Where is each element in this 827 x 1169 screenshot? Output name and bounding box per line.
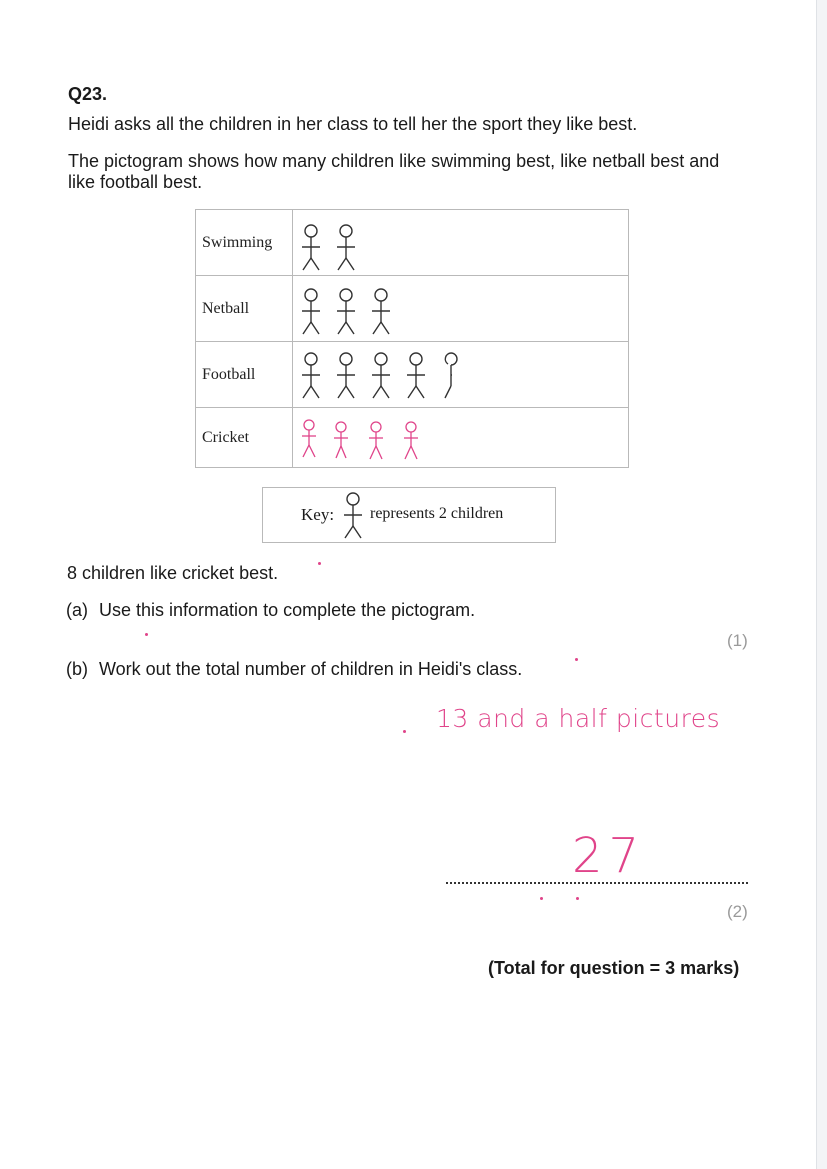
row-label-swimming: Swimming — [196, 210, 293, 276]
pictogram-row-netball — [196, 276, 629, 342]
stick-figure-icon — [369, 422, 383, 459]
part-a-marks: (1) — [727, 631, 748, 650]
pictogram-key — [262, 487, 556, 543]
question-intro: Heidi asks all the children in her class to tell her the sport they like best. — [68, 114, 638, 134]
key-label: Key: — [301, 505, 335, 524]
row-symbols-cricket — [293, 408, 629, 468]
pictogram-table — [195, 209, 629, 468]
row-symbols-swimming — [293, 210, 629, 276]
stick-figure-icons — [293, 279, 628, 339]
page-edge — [816, 0, 827, 1169]
stick-figure-icon — [337, 353, 355, 398]
part-a-text: Use this information to complete the pictogram. — [99, 600, 476, 620]
ink-speck — [145, 633, 148, 636]
stick-figure-icon — [302, 420, 316, 457]
stick-figure-icons — [293, 213, 628, 273]
question-description-line1: The pictogram shows how many children like swimming best, like netball best and — [68, 151, 720, 171]
row-label-netball: Netball — [196, 276, 293, 342]
stick-figure-icon — [407, 353, 425, 398]
stick-figure-icon — [372, 353, 390, 398]
stick-figure-icon — [334, 422, 348, 458]
key-text: represents 2 children — [370, 505, 504, 522]
handwritten-working: 13 and a half pictures — [436, 704, 721, 733]
row-symbols-netball — [293, 276, 629, 342]
question-description-line2: like football best. — [68, 172, 203, 192]
row-symbols-football — [293, 342, 629, 408]
stick-figure-icon — [404, 422, 418, 459]
part-b-text: Work out the total number of children in Heidi's class. — [99, 659, 523, 679]
ink-speck — [403, 730, 406, 733]
part-b-label: (b) — [66, 659, 88, 679]
row-label-cricket: Cricket — [196, 408, 293, 468]
cricket-info: 8 children like cricket best. — [67, 563, 279, 583]
question-number: Q23. — [68, 84, 108, 104]
ink-speck — [540, 897, 543, 900]
ink-speck — [575, 658, 578, 661]
part-a-label: (a) — [66, 600, 88, 620]
stick-figure-icon — [302, 353, 320, 398]
handwritten-stick-figure-icons — [293, 410, 628, 466]
stick-figure-icon — [337, 289, 355, 334]
answer-line — [446, 882, 748, 884]
stick-figure-icon — [337, 225, 355, 270]
pictogram-row-cricket — [196, 408, 629, 468]
handwritten-answer: 27 — [572, 828, 646, 884]
ink-speck — [318, 562, 321, 565]
stick-figure-icon — [302, 225, 320, 270]
pictogram-row-football — [196, 342, 629, 408]
part-b-marks: (2) — [727, 902, 748, 921]
stick-figure-icon — [372, 289, 390, 334]
stick-figure-icons — [293, 345, 628, 405]
pictogram-row-swimming — [196, 210, 629, 276]
question-total: (Total for question = 3 marks) — [488, 958, 740, 978]
stick-figure-icon — [302, 289, 320, 334]
ink-speck — [576, 897, 579, 900]
row-label-football: Football — [196, 342, 293, 408]
stick-figure-icon — [341, 491, 365, 541]
half-stick-figure-icon — [445, 353, 457, 398]
